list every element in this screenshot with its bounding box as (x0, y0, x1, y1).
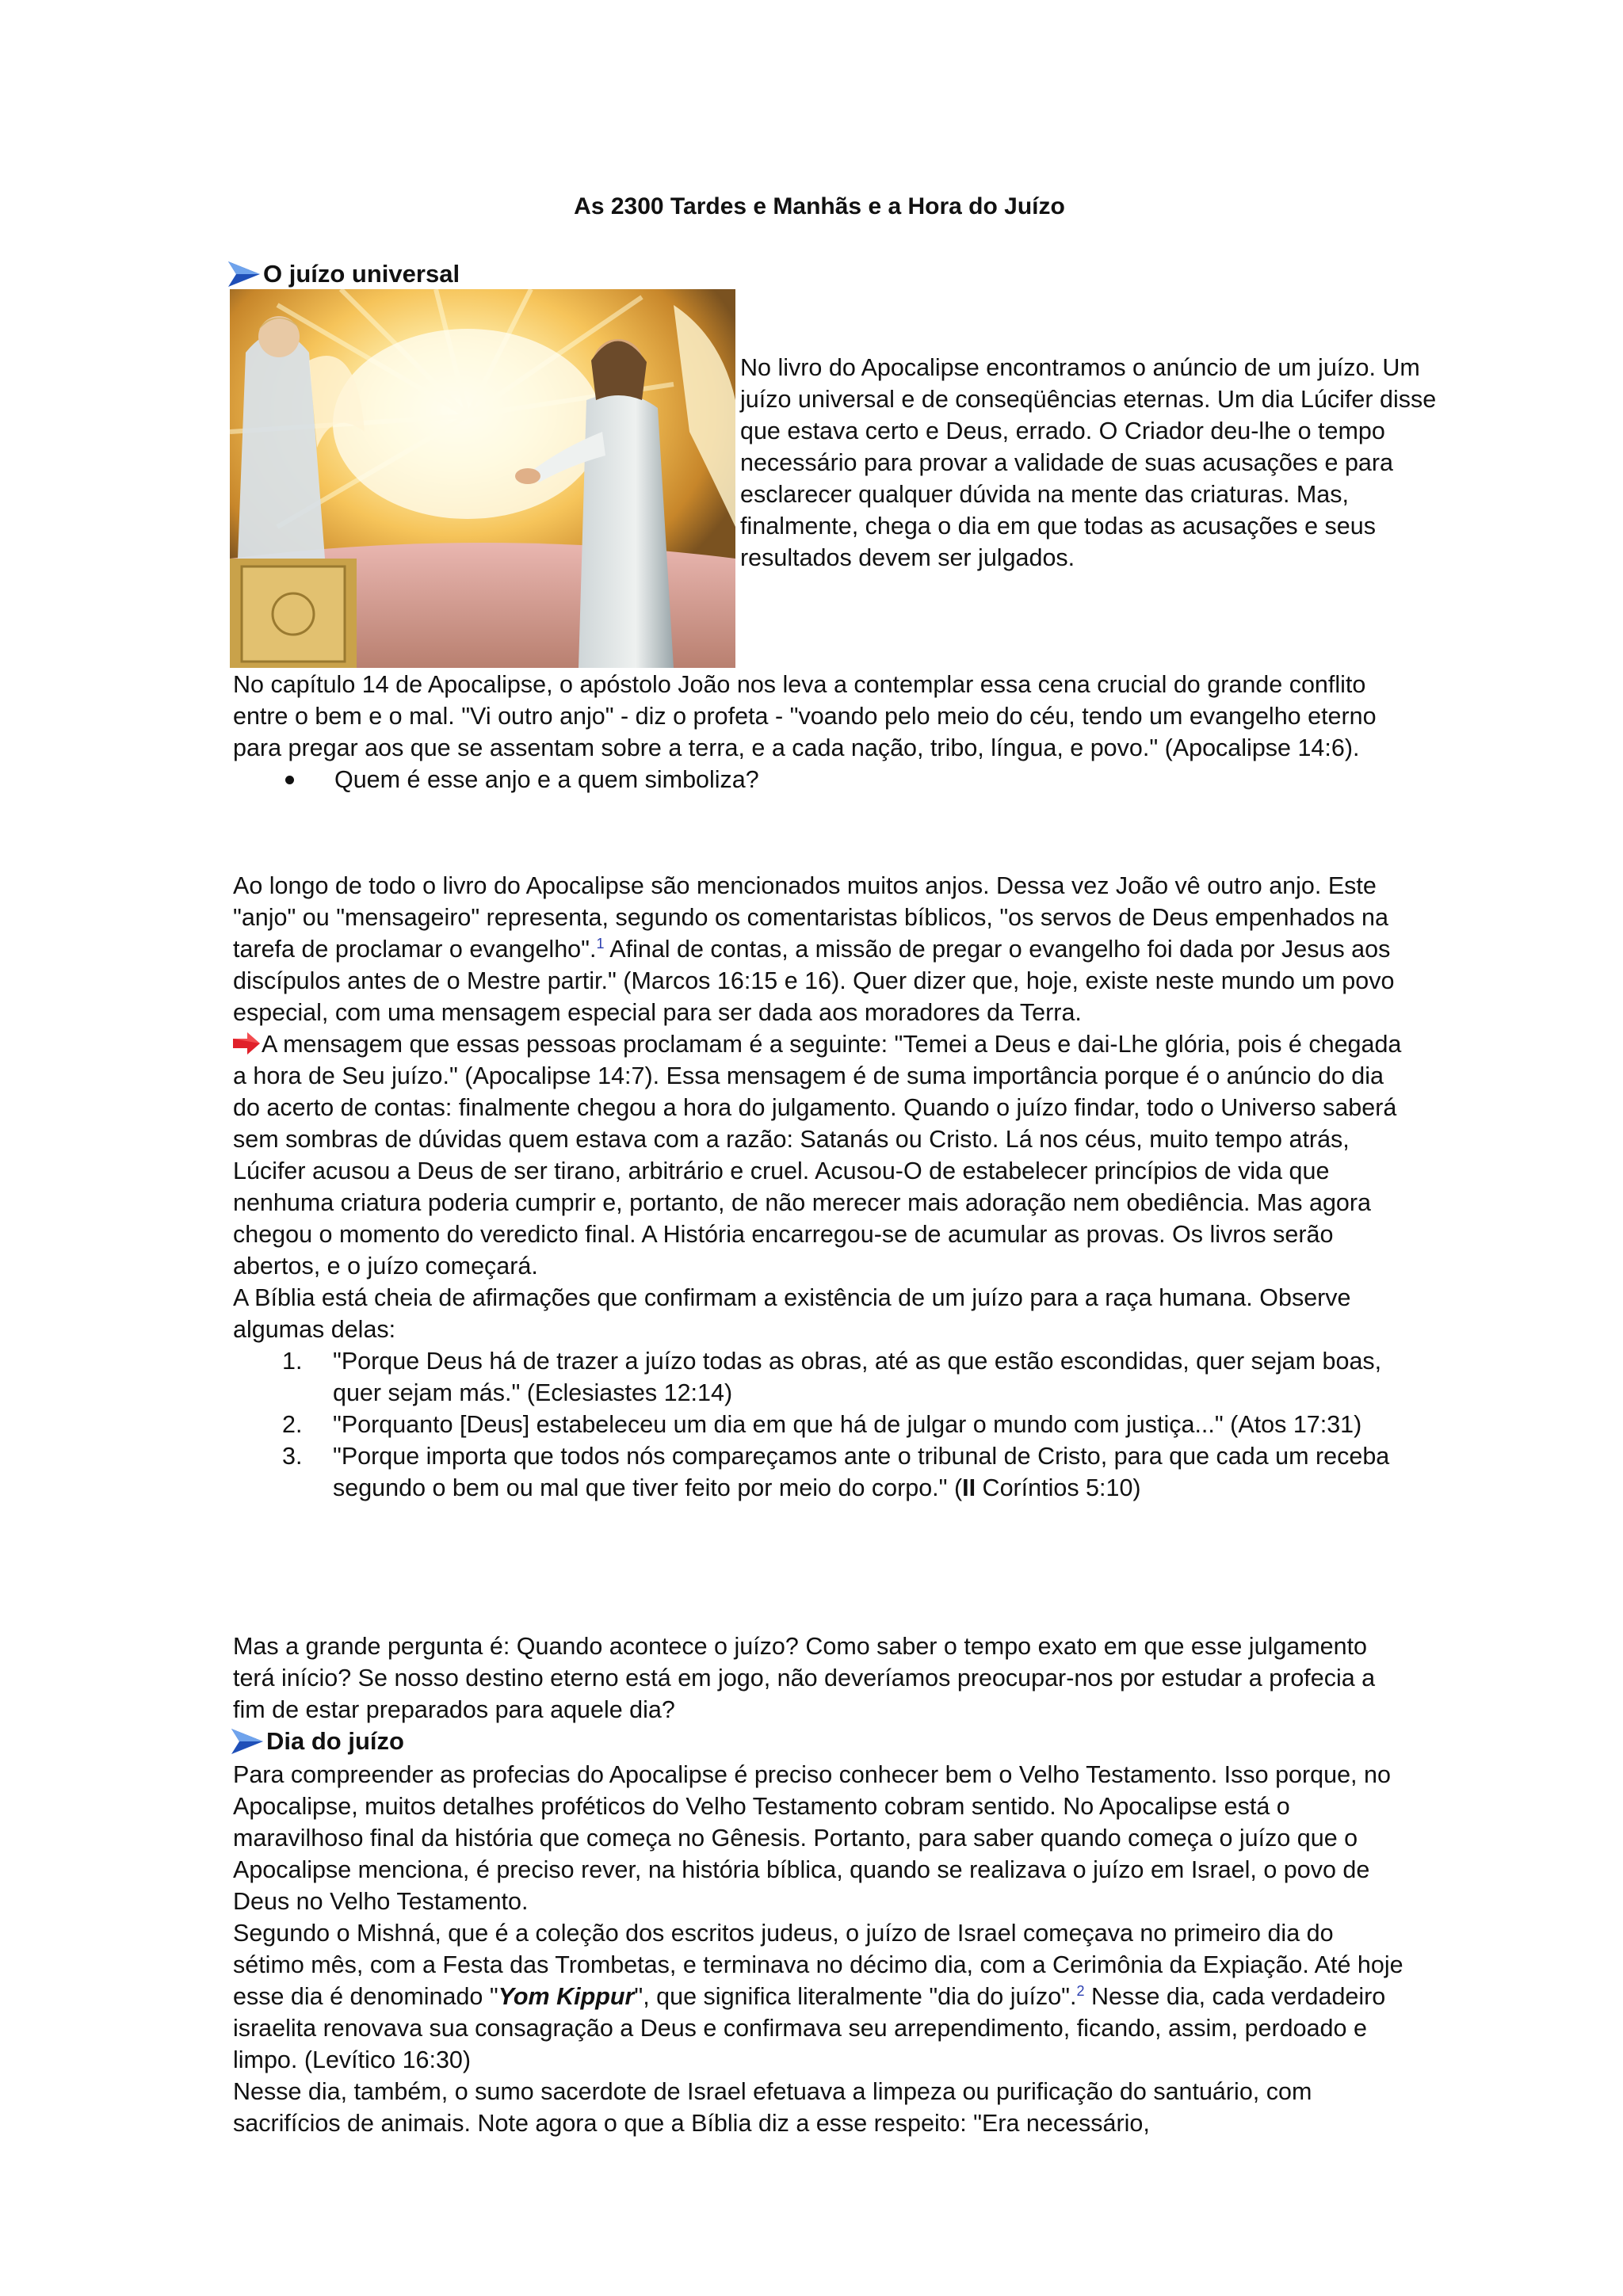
section-heading-universal-judgment (227, 257, 460, 292)
paragraph-old-testament: Para compreender as profecias do Apocalipse é preciso conhecer bem o Velho Testamento. Isso porque, no Apocalipse, muitos detalhes proféticos do Velho Testamento cobram sentido. No Apocalipse está o maravilhoso final da história que começa no Gênesis. Portanto, para saber quando começa o juízo que o Apocalipse menciona, é preciso rever, na história bíblica, quando se realizava o juízo em Israel, o povo de Deus no Velho Testamento. (233, 1761, 1391, 1915)
paragraph-high-priest: Nesse dia, também, o sumo sacerdote de Israel efetuava a limpeza ou purificação do santuário, com sacrifícios de animais. Note agora o que a Bíblia diz a esse respeito: "Era necessário, (233, 2078, 1312, 2137)
list-item: 3. "Porque importa que todos nós compareçamos ante o tribunal de Cristo, para que cada um receba segundo o bem ou mal que tiver feito por meio do corpo." (II Coríntios 5:10) (282, 1443, 1390, 1501)
footnote-1-link[interactable]: 1 (596, 935, 605, 952)
page-title: As 2300 Tardes e Manhãs e a Hora do Juízo (574, 193, 1065, 219)
section1-body-top (233, 669, 1406, 795)
section1-body (233, 870, 1406, 1504)
paragraph-message: A mensagem que essas pessoas proclamam é a seguinte: "Temei a Deus e dai-Lhe glória, pois é chegada a hora de Seu juízo." (Apocalipse 14:7). Essa mensagem é de suma importância porque é o anúncio do dia do acerto de contas: finalmente chegou a hora do julgamento. Quando o juízo findar, todo o Universo saberá sem sombras de dúvidas quem estava com a razão: Satanás ou Cristo. Lá nos céus, muito tempo atrás, Lúcifer acusou a Deus de ser tirano, arbitrário e cruel. Acusou-O de estabelecer princípios de vida que nenhuma criatura poderia cumprir e, portanto, de não merecer mais adoração nem obediência. Mas agora chegou o momento do veredicto final. A História encarregou-se de acumular as provas. Os livros serão abertos, e o juízo começará. (233, 1031, 1402, 1280)
paragraph-question: Mas a grande pergunta é: Quando acontece o juízo? Como saber o tempo exato em que esse julgamento terá início? Se nosso destino eterno está em jogo, não deveríamos preocupar-nos por estudar a profecia a fim de estar preparados para aquele dia? (233, 1633, 1376, 1723)
section2-body (233, 1759, 1406, 2139)
paragraph-angels: Ao longo de todo o livro do Apocalipse são mencionados muitos anjos. Dessa vez João vê outro anjo. Este "anjo" ou "mensageiro" representa, segundo os comentaristas bíblicos, "os servos de Deus empenhados na tarefa de proclamar o evangelho".$^1$ Afinal de contas, a missão de pregar o evangelho foi dada por Jesus aos discípulos antes de o Mestre partir." (Marcos 16:15 e 16). Quer dizer que, hoje, existe neste mundo um povo especial, com uma mensagem especial para ser dada aos moradores da Terra. (233, 872, 1395, 1026)
blue-arrow-icon (227, 260, 262, 288)
intro-paragraph: No livro do Apocalipse encontramos o anúncio de um juízo. Um juízo universal e de conseqüências eternas. Um dia Lúcifer disse que estava certo e Deus, errado. O Criador deu-lhe o tempo necessário para provar a validade de suas acusações e para esclarecer qualquer dúvida na mente das criaturas. Mas, finalmente, chega o dia em que todas as acusações e seus resultados devem ser julgados. (740, 354, 1437, 571)
numbered-list (233, 1345, 1406, 1504)
footnote-2-link[interactable]: 2 (1076, 1982, 1085, 1999)
angels-and-christ-image (230, 289, 735, 668)
paragraph-mishna: Segundo o Mishná, que é a coleção dos escritos judeus, o juízo de Israel começava no primeiro dia do sétimo mês, com a Festa das Trombetas, e terminava no décimo dia, com a Cerimônia da Expiação. Até hoje esse dia é denominado "Yom Kippur", que significa literalmente "dia do juízo".$^2$ Nesse dia, cada verdadeiro israelita renovava sua consagração a Deus e confirmava seu arrependimento, ficando, assim, perdoado e limpo. (Levítico 16:30) (233, 1920, 1403, 2073)
section1-question (233, 1630, 1406, 1726)
list-item: Quem é esse anjo e a quem simboliza? (334, 764, 1406, 795)
paragraph-bible-affirmations: A Bíblia está cheia de afirmações que confirmam a existência de um juízo para a raça humana. Observe algumas delas: (233, 1284, 1351, 1343)
blue-arrow-icon (230, 1727, 265, 1756)
list-item: 1. "Porque Deus há de trazer a juízo todas as obras, até as que estão escondidas, quer sejam boas, quer sejam más." (Eclesiastes 12:14) (282, 1348, 1382, 1406)
paragraph-chapter-14: No capítulo 14 de Apocalipse, o apóstolo João nos leva a contemplar essa cena crucial do grande conflito entre o bem e o mal. "Vi outro anjo" - diz o profeta - "voando pelo meio do céu, tendo um evangelho eterno para pregar aos que se assentam sobre a terra, e a cada nação, tribo, língua, e povo." (Apocalipse 14:6). (233, 671, 1377, 761)
section-heading-label: Dia do juízo (266, 1727, 404, 1755)
section-heading-label: O juízo universal (263, 260, 460, 288)
section-heading-judgment-day (230, 1724, 404, 1759)
list-item: 2. "Porquanto [Deus] estabeleceu um dia em que há de julgar o mundo com justiça..." (Atos 17:31) (282, 1411, 1362, 1438)
red-arrow-icon (233, 1032, 260, 1055)
bullet-list (233, 764, 1406, 795)
